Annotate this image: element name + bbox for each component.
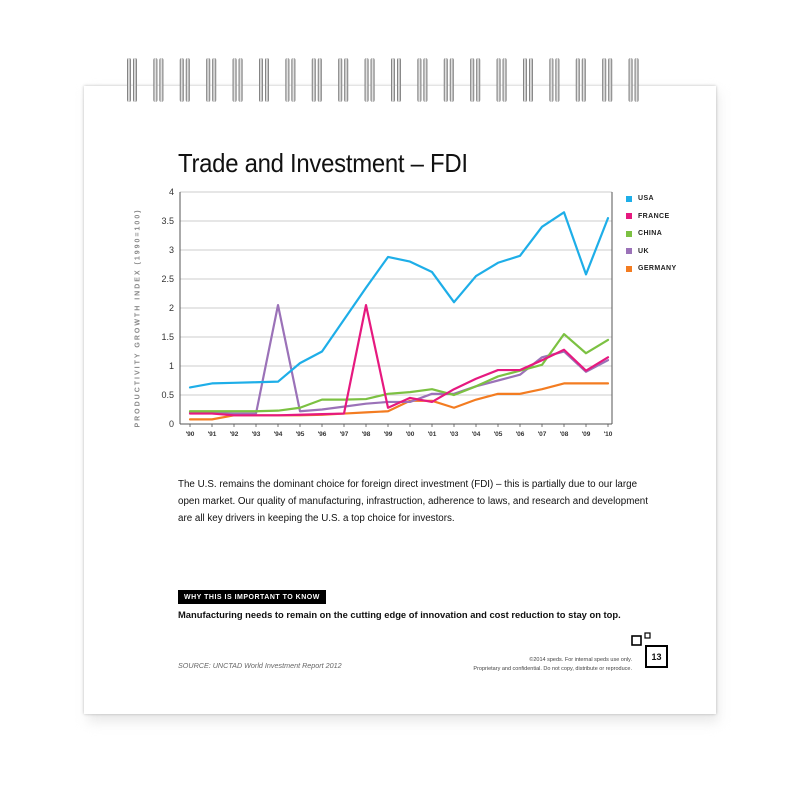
legend-label: USA (638, 195, 654, 203)
x-tick-label: '96 (317, 431, 327, 438)
legend-item-france (626, 208, 677, 226)
x-tick-label: '92 (229, 431, 239, 438)
x-tick-label: '99 (383, 431, 393, 438)
y-tick-label: 4 (168, 187, 174, 197)
y-axis-label: PRODUCTIVITY GROWTH INDEX (1990=100) (134, 208, 142, 428)
x-tick-label: '01 (427, 431, 437, 438)
series-line-china (190, 334, 608, 411)
x-tick-label: '04 (471, 431, 481, 438)
legend-label: UK (638, 247, 649, 255)
x-tick-label: '00 (405, 431, 415, 438)
x-tick-label: '94 (273, 431, 283, 438)
copyright-line-2: Proprietary and confidential. Do not copy, distribute or reproduce. (473, 666, 632, 672)
copyright-line-1: ©2014 speds. For internal speds use only. (529, 657, 632, 663)
legend-label: CHINA (638, 230, 663, 238)
source-note: SOURCE: UNCTAD World Investment Report 2012 (178, 661, 342, 670)
x-tick-label: '95 (295, 431, 305, 438)
x-tick-label: '07 (537, 431, 547, 438)
y-tick-label: 2.5 (161, 274, 174, 284)
y-tick-label: 3 (168, 245, 174, 255)
x-tick-label: '09 (581, 431, 591, 438)
x-tick-label: '08 (559, 431, 569, 438)
legend-label: FRANCE (638, 212, 670, 220)
x-tick-label: '93 (251, 431, 261, 438)
body-paragraph: The U.S. remains the dominant choice for foreign direct investment (FDI) – this is partially due to our large open market. Our quality of manufacturing, infrastruction, adherence to laws, and research and development are all key drivers in keeping the U.S. a top choice for investors. (178, 479, 648, 524)
y-tick-label: 0 (168, 419, 174, 429)
x-tick-label: '98 (361, 431, 371, 438)
y-tick-label: 1 (168, 361, 174, 371)
x-tick-label: '03 (449, 431, 459, 438)
x-tick-label: '10 (603, 431, 613, 438)
page-number: 13 (645, 645, 668, 668)
legend-swatch (626, 213, 632, 219)
x-tick-label: '06 (515, 431, 525, 438)
x-tick-label: '05 (493, 431, 503, 438)
legend-swatch (626, 196, 632, 202)
chart-legend (626, 190, 677, 278)
legend-item-usa (626, 190, 677, 208)
y-tick-label: 3.5 (161, 216, 174, 226)
x-tick-label: '90 (185, 431, 195, 438)
why-important-text: Manufacturing needs to remain on the cutting edge of innovation and cost reduction to stay on top. (178, 609, 621, 620)
legend-item-germany (626, 260, 677, 278)
legend-swatch (626, 231, 632, 237)
legend-swatch (626, 266, 632, 272)
why-important-label: WHY THIS IS IMPORTANT TO KNOW (178, 590, 326, 604)
legend-item-uk (626, 243, 677, 261)
y-tick-label: 0.5 (161, 390, 174, 400)
page-title: Trade and Investment – FDI (178, 148, 468, 178)
copyright-note (473, 656, 632, 674)
legend-item-china (626, 225, 677, 243)
y-tick-label: 1.5 (161, 332, 174, 342)
legend-swatch (626, 248, 632, 254)
y-tick-label: 2 (168, 303, 174, 313)
x-tick-label: '91 (207, 431, 217, 438)
legend-label: GERMANY (638, 265, 677, 273)
x-tick-label: '97 (339, 431, 349, 438)
